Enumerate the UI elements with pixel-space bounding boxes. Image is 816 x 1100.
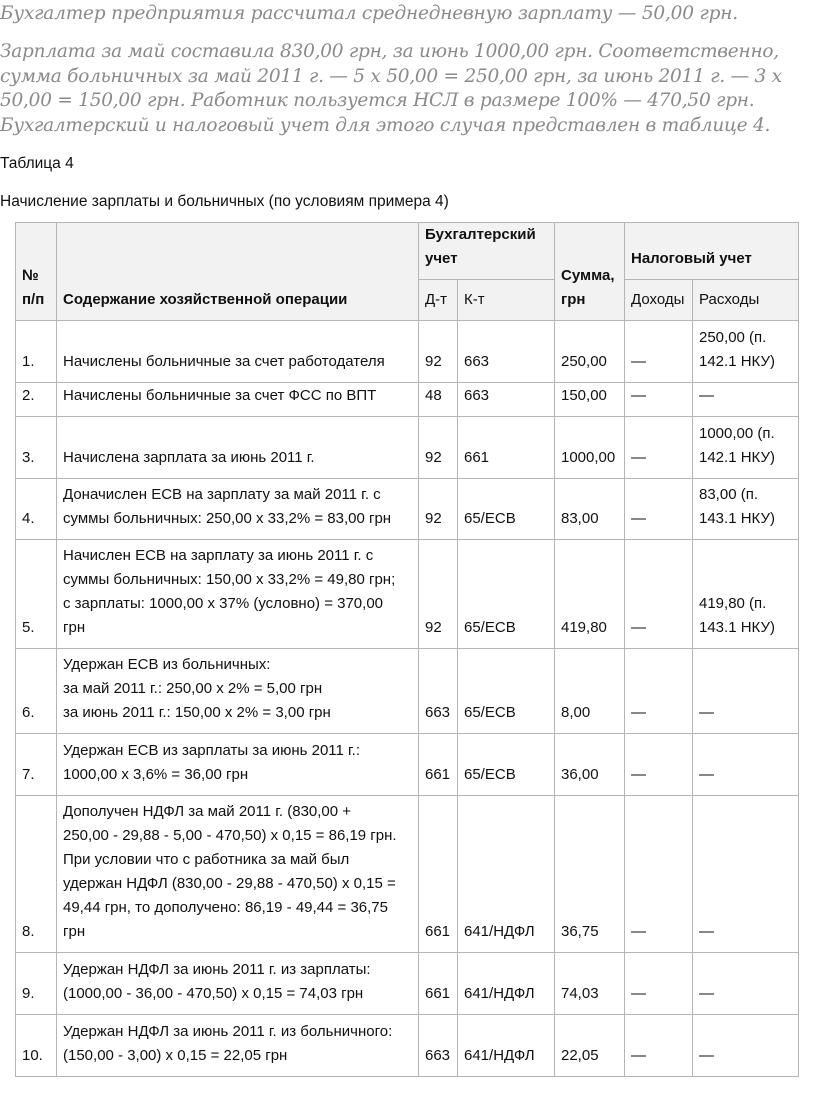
row-credit: 65/ЕСВ (458, 734, 555, 796)
row-description: Начислен ЕСВ на зарплату за июнь 2011 г. с суммы больничных: 150,00 х 33,2% = 49,80 грн; с зарплаты: 1000,00 х 37% (условно) = 370,00 грн (57, 540, 419, 649)
header-tax: Налоговый учет (625, 223, 799, 280)
row-expenses: 250,00 (п. 142.1 НКУ) (693, 321, 799, 383)
row-num: 8. (16, 796, 57, 953)
row-description: Начислена зарплата за июнь 2011 г. (57, 417, 419, 479)
row-expenses: — (693, 953, 799, 1015)
header-income: Доходы (625, 280, 693, 321)
row-debit: 92 (419, 321, 458, 383)
row-credit: 641/НДФЛ (458, 796, 555, 953)
table-row (16, 649, 799, 734)
table-row (16, 540, 799, 649)
row-description: Дополучен НДФЛ за май 2011 г. (830,00 + 250,00 - 29,88 - 5,00 - 470,50) х 0,15 = 86,19 грн. При условии что с работника за май был удержан НДФЛ (830,00 - 29,88 - 470,50) х 0,15 = 49,44 грн, то дополучено: 86,19 - 49,44 = 36,75 грн (57, 796, 419, 953)
row-credit: 663 (458, 383, 555, 417)
table-row (16, 321, 799, 383)
row-sum: 22,05 (555, 1015, 625, 1077)
row-income: — (625, 953, 693, 1015)
row-credit: 65/ЕСВ (458, 649, 555, 734)
row-credit: 65/ЕСВ (458, 540, 555, 649)
row-credit: 641/НДФЛ (458, 1015, 555, 1077)
table-row (16, 953, 799, 1015)
table-title: Таблица 4 (0, 155, 74, 172)
intro-line: Бухгалтер предприятия рассчитал среднедневную зарплату — 50,00 грн. (0, 3, 738, 24)
row-debit: 661 (419, 734, 458, 796)
row-num: 1. (16, 321, 57, 383)
row-debit: 663 (419, 649, 458, 734)
header-num: № п/п (16, 223, 57, 321)
row-debit: 661 (419, 796, 458, 953)
row-income: — (625, 479, 693, 540)
row-sum: 1000,00 (555, 417, 625, 479)
row-description: Удержан НДФЛ за июнь 2011 г. из зарплаты: (1000,00 - 36,00 - 470,50) х 0,15 = 74,03 грн (57, 953, 419, 1015)
row-description: Начислены больничные за счет ФСС по ВПТ (57, 383, 419, 417)
row-sum: 8,00 (555, 649, 625, 734)
row-income: — (625, 796, 693, 953)
row-num: 2. (16, 383, 57, 417)
row-num: 5. (16, 540, 57, 649)
row-credit: 661 (458, 417, 555, 479)
row-expenses: — (693, 734, 799, 796)
row-num: 3. (16, 417, 57, 479)
row-sum: 36,00 (555, 734, 625, 796)
row-description: Начислены больничные за счет работодателя (57, 321, 419, 383)
row-income: — (625, 734, 693, 796)
row-debit: 92 (419, 540, 458, 649)
row-income: — (625, 383, 693, 417)
row-debit: 92 (419, 417, 458, 479)
row-sum: 150,00 (555, 383, 625, 417)
table-row (16, 796, 799, 953)
row-description: Удержан НДФЛ за июнь 2011 г. из больничного: (150,00 - 3,00) х 0,15 = 22,05 грн (57, 1015, 419, 1077)
table-row (16, 479, 799, 540)
row-num: 9. (16, 953, 57, 1015)
row-expenses: 83,00 (п. 143.1 НКУ) (693, 479, 799, 540)
header-debit: Д-т (419, 280, 458, 321)
intro-paragraph: Зарплата за май составила 830,00 грн, за июнь 1000,00 грн. Соответственно, сумма больничных за май 2011 г. — 5 х 50,00 = 250,00 грн, за июнь 2011 г. — 3 х 50,00 = 150,00 грн. Работник пользуется НСЛ в размере 100% — 470,50 грн. Бухгалтерский и налоговый учет для этого случая представлен в таблице 4. (0, 41, 782, 136)
table-row (16, 734, 799, 796)
row-debit: 661 (419, 953, 458, 1015)
table-row (16, 1015, 799, 1077)
row-num: 7. (16, 734, 57, 796)
header-credit: К-т (458, 280, 555, 321)
row-income: — (625, 649, 693, 734)
row-debit: 92 (419, 479, 458, 540)
row-sum: 74,03 (555, 953, 625, 1015)
table-row (16, 417, 799, 479)
table-row (16, 383, 799, 417)
row-credit: 65/ЕСВ (458, 479, 555, 540)
row-credit: 641/НДФЛ (458, 953, 555, 1015)
accounting-table (15, 222, 799, 1077)
row-expenses: — (693, 796, 799, 953)
header-accounting: Бухгалтерский учет (419, 223, 555, 280)
row-description: Удержан ЕСВ из зарплаты за июнь 2011 г.: 1000,00 х 3,6% = 36,00 грн (57, 734, 419, 796)
row-income: — (625, 321, 693, 383)
row-description: Доначислен ЕСВ на зарплату за май 2011 г. с суммы больничных: 250,00 х 33,2% = 83,00 грн (57, 479, 419, 540)
row-income: — (625, 417, 693, 479)
table-caption: Начисление зарплаты и больничных (по условиям примера 4) (0, 193, 449, 210)
row-debit: 48 (419, 383, 458, 417)
row-expenses: — (693, 383, 799, 417)
row-credit: 663 (458, 321, 555, 383)
row-description: Удержан ЕСВ из больничных: за май 2011 г.: 250,00 х 2% = 5,00 грн за июнь 2011 г.: 150,00 х 2% = 3,00 грн (57, 649, 419, 734)
row-expenses: — (693, 1015, 799, 1077)
row-expenses: 419,80 (п. 143.1 НКУ) (693, 540, 799, 649)
row-sum: 36,75 (555, 796, 625, 953)
row-num: 6. (16, 649, 57, 734)
row-debit: 663 (419, 1015, 458, 1077)
row-sum: 83,00 (555, 479, 625, 540)
row-sum: 419,80 (555, 540, 625, 649)
row-num: 4. (16, 479, 57, 540)
row-income: — (625, 1015, 693, 1077)
row-income: — (625, 540, 693, 649)
header-expenses: Расходы (693, 280, 799, 321)
row-expenses: — (693, 649, 799, 734)
header-description: Содержание хозяйственной операции (57, 223, 419, 321)
row-sum: 250,00 (555, 321, 625, 383)
row-num: 10. (16, 1015, 57, 1077)
row-expenses: 1000,00 (п. 142.1 НКУ) (693, 417, 799, 479)
header-sum: Сумма, грн (555, 223, 625, 321)
